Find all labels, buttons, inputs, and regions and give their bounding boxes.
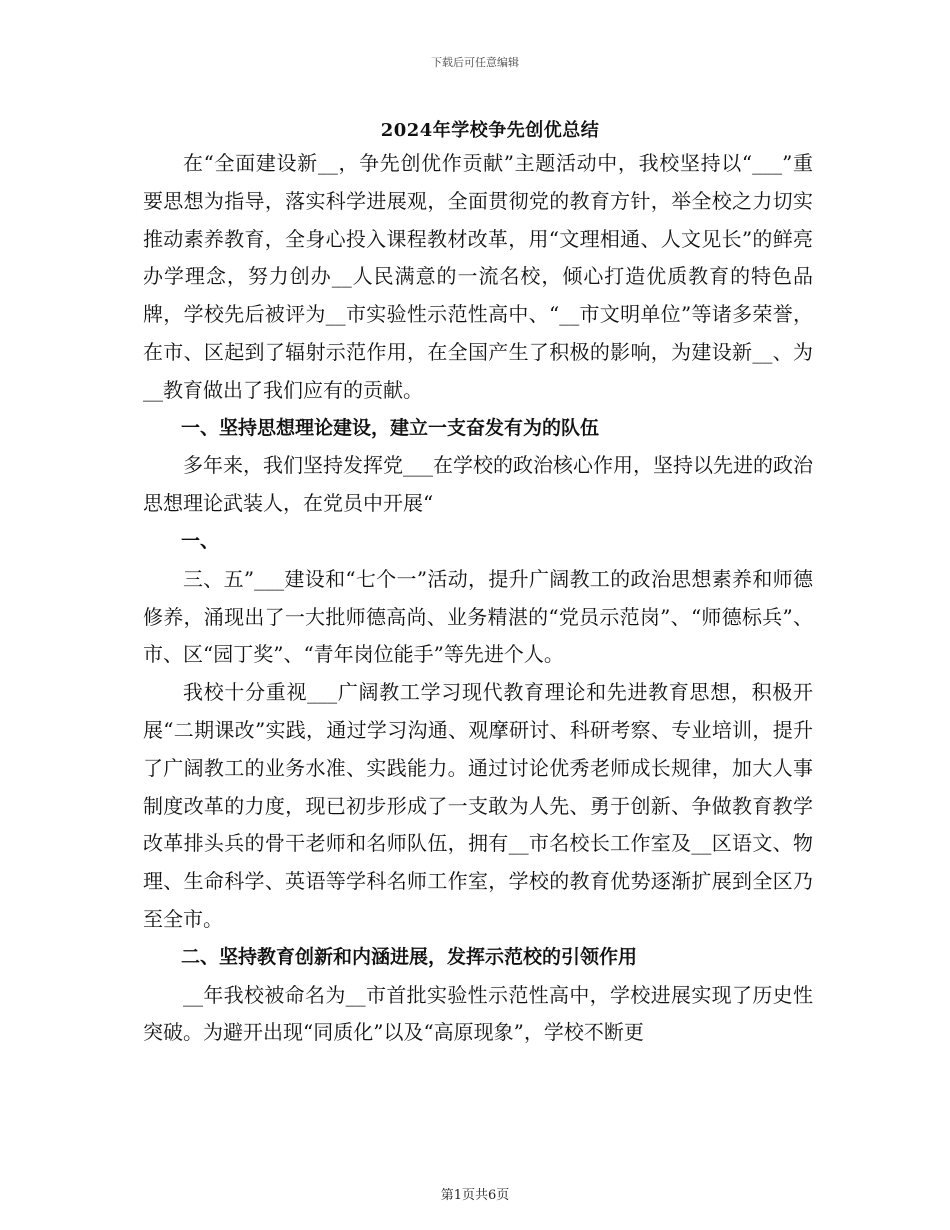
body-paragraph: 三、五”___建设和“七个一”活动，提升广阔教工的政治思想素养和师德修养，涌现出了一大批师德高尚、业务精湛的“党员示范岗”、“师德标兵”、市、区“园丁奖”、“青年岗位能手”等先进个人。 [143,566,813,667]
document-title: 2024年学校争先创优总结 [380,120,600,141]
body-paragraph: __年我校被命名为__市首批实验性示范性高中，学校进展实现了历史性突破。为避开出现“同质化”以及“高原现象”，学校不断更 [143,982,813,1045]
body-paragraph: 多年来，我们坚持发挥党___在学校的政治核心作用，坚持以先进的政治思想理论武装人，在党员中开展“ [143,453,813,516]
intro-paragraph: 在“全面建设新__，争先创优作贡献”主题活动中，我校坚持以“___”重要思想为指导，落实科学进展观，全面贯彻党的教育方针，举全校之力切实推动素养教育，全身心投入课程教材改革，用“文理相通、人文见长”的鲜亮办学理念，努力创办__人民满意的一流名校，倾心打造优质教育的特色品牌，学校先后被评为__市实验性示范性高中、“__市文明单位”等诸多荣誉，在市、区起到了辐射示范作用，在全国产生了积极的影响，为建设新__、为__教育做出了我们应有的贡献。 [143,151,813,402]
document-body [143,145,813,1052]
section-heading-2: 二、坚持教育创新和内涵进展，发挥示范校的引领作用 [181,945,638,968]
section-heading-1: 一、坚持思想理论建设，建立一支奋发有为的队伍 [181,416,600,439]
header-note: 下载后可任意编辑 [431,56,519,69]
page-number: 第1页共6页 [440,1188,510,1203]
body-paragraph: 我校十分重视___广阔教工学习现代教育理论和先进教育思想，积极开展“二期课改”实践，通过学习沟通、观摩研讨、科研考察、专业培训，提升了广阔教工的业务水准、实践能力。通过讨论优秀老师成长规律，加大人事制度改革的力度，现已初步形成了一支敢为人先、勇于创新、争做教育教学改革排头兵的骨干老师和名师队伍，拥有__市名校长工作室及__区语文、物理、生命科学、英语等学科名师工作室，学校的教育优势逐渐扩展到全区乃至全市。 [143,680,813,931]
list-marker: 一、 [181,529,220,552]
